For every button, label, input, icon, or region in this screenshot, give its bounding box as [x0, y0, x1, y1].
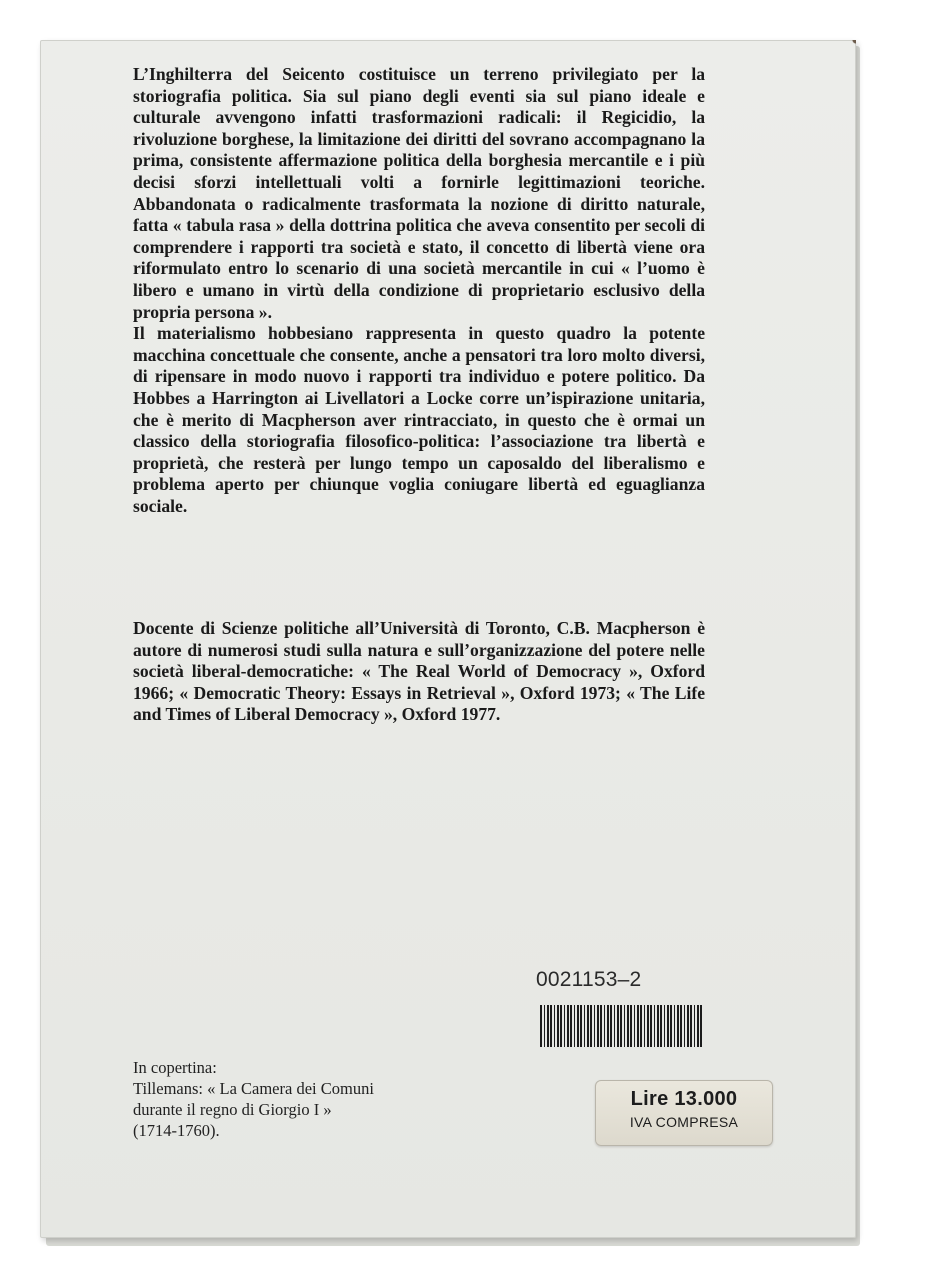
corner-wear-mark — [842, 40, 856, 50]
cover-caption — [133, 1057, 463, 1141]
cover-blurb — [133, 64, 705, 517]
author-bio — [133, 618, 705, 726]
price-amount: Lire 13.000 — [630, 1088, 738, 1110]
price-sticker — [595, 1080, 773, 1146]
blurb-paragraph-1: L’Inghilterra del Seicento costituisce un terreno privilegiato per la storiografia politica. Sia sul piano degli eventi sia sul piano ideale e culturale avvengono infatti trasformazioni radicali: il Regicidio, la rivoluzione borghese, la limitazione dei diritti del sovrano accompagnano la prima, consistente affermazione politica della borghesia mercantile e i più decisi sforzi intellettuali volti a fornirle legittimazioni teoriche. Abbandonata o radicalmente trasformata la nozione di diritto naturale, fatta « tabula rasa » della dottrina politica che aveva consentito per secoli di comprendere i rapporti tra società e stato, il concetto di libertà viene ora riformulato entro lo scenario di una società mercantile in cui « l’uomo è libero e umano in virtù della condizione di proprietario esclusivo della propria persona ». — [133, 64, 705, 322]
caption-line: durante il regno di Giorgio I » — [133, 1100, 332, 1119]
isbn-code: 0021153–2 — [536, 968, 642, 991]
author-bio-text: Docente di Scienze politiche all’Università di Toronto, C.B. Macpherson è autore di numerosi studi sulla natura e sull’organizzazione del potere nelle società liberal-democratiche: « The Real World of Democracy », Oxford 1966; « Democratic Theory: Essays in Retrieval », Oxford 1973; « The Life and Times of Liberal Democracy », Oxford 1977. — [133, 618, 705, 725]
caption-line: In copertina: — [133, 1058, 217, 1077]
barcode-image — [540, 1005, 703, 1047]
blurb-paragraph-2: Il materialismo hobbesiano rappresenta in questo quadro la potente macchina concettuale che consente, anche a pensatori tra loro molto diversi, di ripensare in modo nuovo i rapporti tra individuo e potere politico. Da Hobbes a Harrington ai Livellatori a Locke corre un’ispirazione unitaria, che è merito di Macpherson aver rintracciato, in questo che è ormai un classico della storiografia filosofico-politica: l’associazione tra libertà e proprietà, che resterà per lungo tempo un caposaldo del liberalismo e problema aperto per chiunque voglia coniugare libertà ed eguaglianza sociale. — [133, 323, 705, 516]
price-tax-note: IVA COMPRESA — [629, 1114, 739, 1130]
caption-line: (1714-1760). — [133, 1121, 220, 1140]
caption-line: Tillemans: « La Camera dei Comuni — [133, 1079, 374, 1098]
